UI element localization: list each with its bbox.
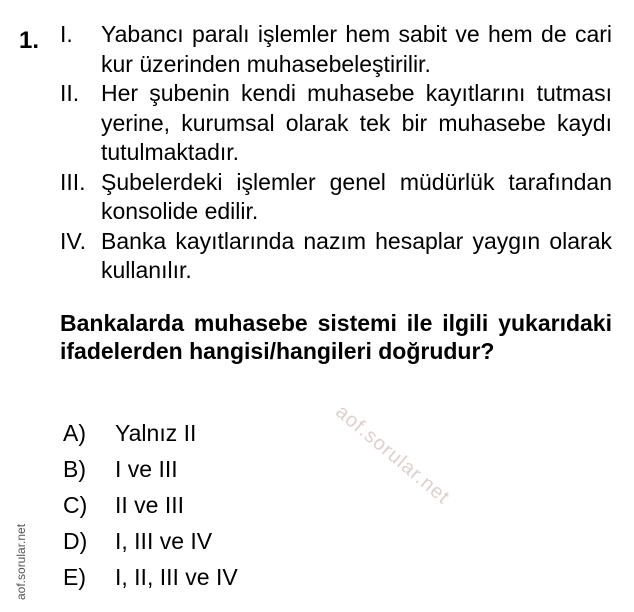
statement-list: [60, 20, 612, 286]
statement-label: III.: [60, 168, 86, 195]
option-letter: B): [63, 456, 86, 482]
option-letter: C): [63, 492, 88, 518]
option-letter: A): [63, 420, 86, 446]
statement-label: II.: [60, 80, 80, 106]
statement-1: [60, 20, 612, 79]
option-text: I, III ve IV: [115, 528, 213, 554]
watermark: aof.sorular.net: [331, 400, 454, 509]
statement-label: IV.: [60, 227, 87, 254]
question-prompt: Bankalarda muhasebe sistemi ile ilgili yukarıdaki ifadelerden hangisi/hangileri doğrudur?: [60, 310, 612, 364]
option-text: I, II, III ve IV: [115, 564, 238, 590]
option-letter: E): [63, 564, 86, 590]
statement-text: Banka kayıtlarında nazım hesaplar yaygın olarak kullanılır.: [101, 227, 612, 283]
statement-text: Her şubenin kendi muhasebe kayıtlarını tutması yerine, kurumsal olarak tek bir muhasebe kaydı tutulmaktadır.: [101, 80, 612, 165]
option-e[interactable]: [63, 559, 238, 595]
option-b[interactable]: [63, 451, 238, 487]
statement-text: Şubelerdeki işlemler genel müdürlük tarafından konsolide edilir.: [101, 168, 612, 224]
statement-text: Yabancı paralı işlemler hem sabit ve hem de cari kur üzerinden muhasebeleştirilir.: [101, 21, 612, 77]
option-a[interactable]: [63, 415, 238, 451]
statement-label: I.: [60, 21, 73, 47]
option-text: I ve III: [115, 456, 178, 482]
statement-4: [60, 227, 612, 286]
side-watermark: aof.sorular.net: [14, 523, 28, 600]
option-letter: D): [63, 528, 88, 554]
answer-options: [63, 415, 238, 595]
statement-3: [60, 168, 612, 227]
option-text: Yalnız II: [115, 420, 197, 446]
option-text: II ve III: [115, 492, 185, 518]
option-c[interactable]: [63, 487, 238, 523]
option-d[interactable]: [63, 523, 238, 559]
question-number: 1.: [19, 27, 40, 54]
statement-2: [60, 79, 612, 168]
